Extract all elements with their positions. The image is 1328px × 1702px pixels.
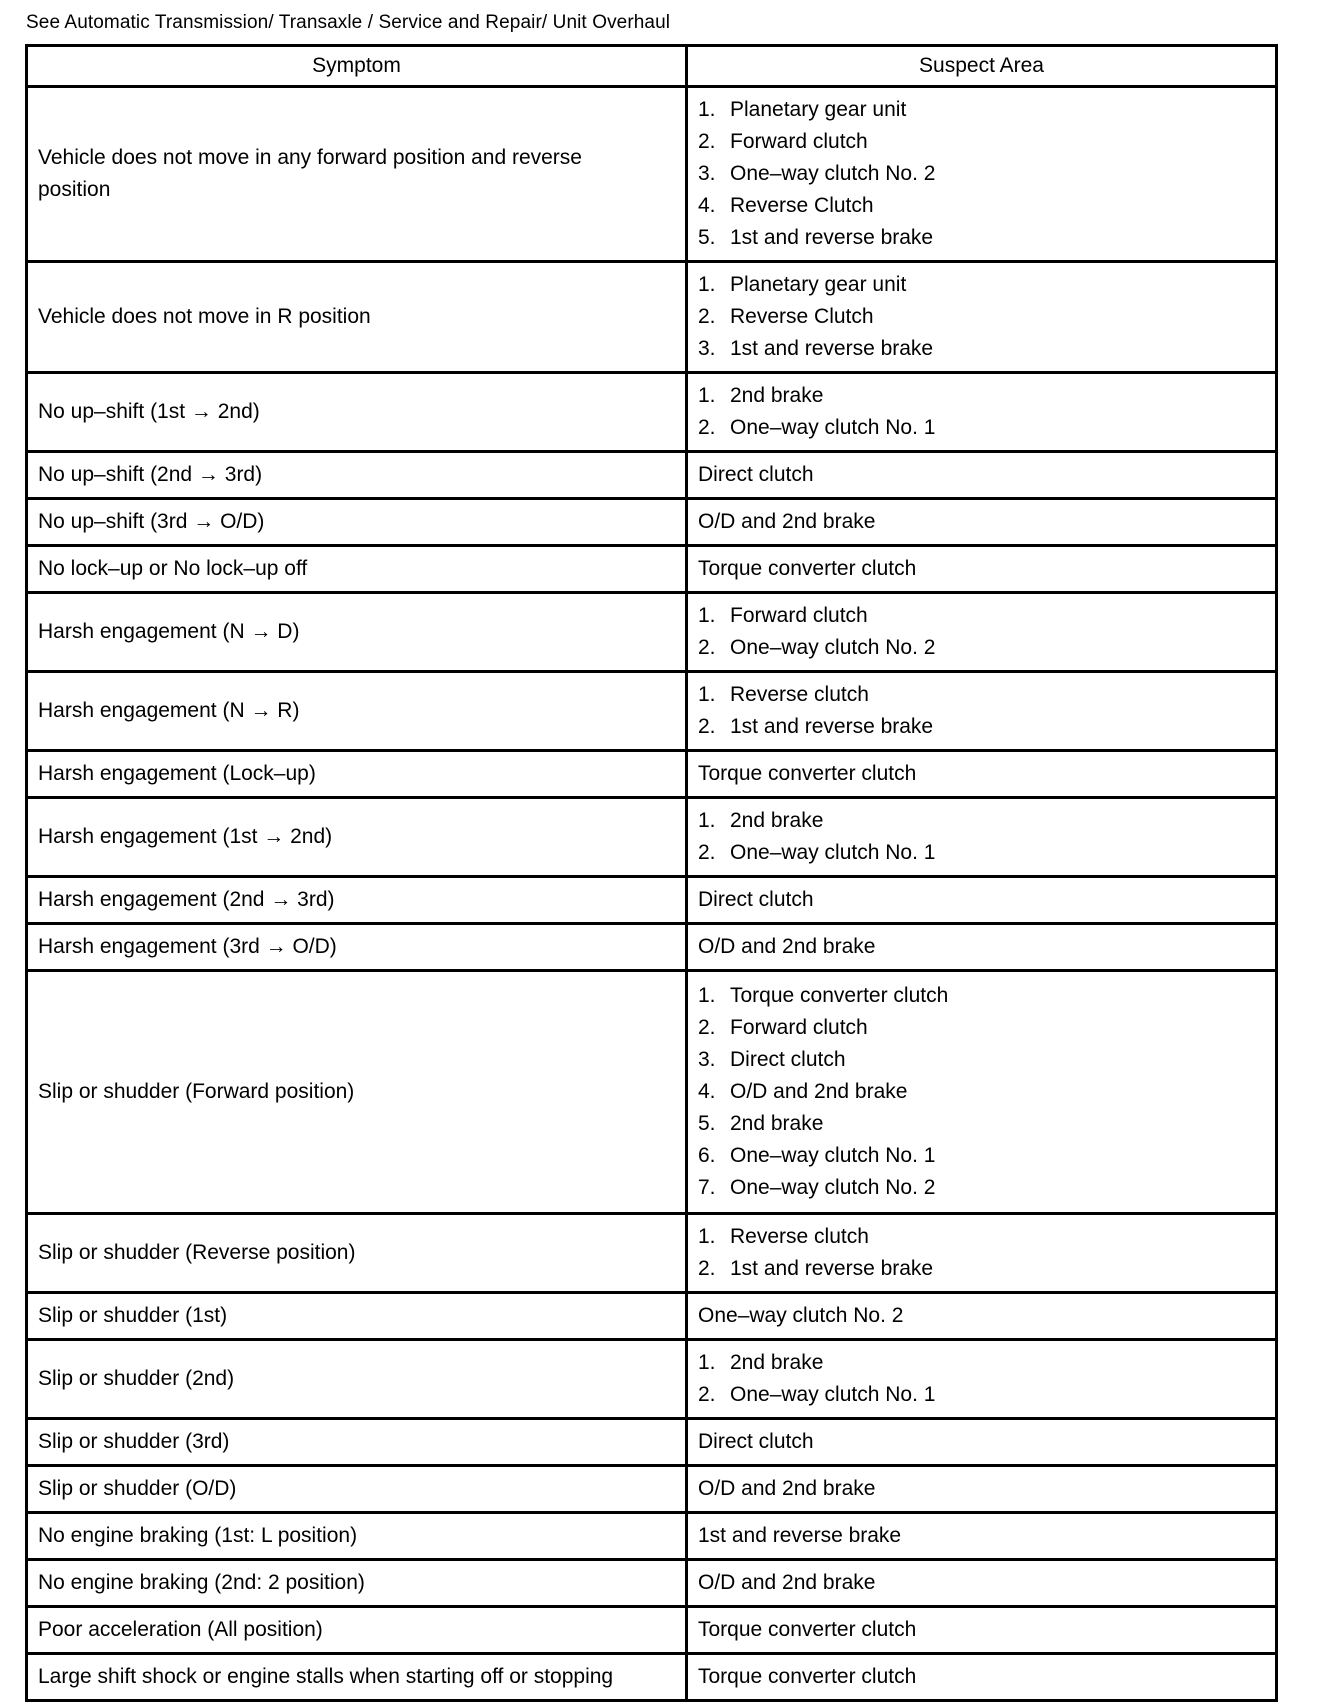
suspect-area-cell	[687, 971, 1277, 1214]
suspect-area-cell: 1st and reverse brake	[687, 1513, 1277, 1560]
suspect-area-list	[698, 805, 1265, 869]
symptom-cell: Slip or shudder (Reverse position)	[27, 1214, 687, 1293]
symptom-cell: No up–shift (3rd → O/D)	[27, 499, 687, 546]
table-row	[27, 672, 1277, 751]
list-item: 2. One–way clutch No. 1	[698, 1383, 936, 1406]
list-item: 1. 2nd brake	[698, 1351, 824, 1374]
list-item: 1. 2nd brake	[698, 384, 824, 407]
list-item: 2. Forward clutch	[698, 130, 868, 153]
table-row	[27, 1466, 1277, 1513]
suspect-area-list	[698, 269, 1265, 365]
table-row	[27, 1340, 1277, 1419]
table-row	[27, 1560, 1277, 1607]
header-symptom: Symptom	[27, 46, 687, 87]
suspect-area-list	[698, 94, 1265, 254]
suspect-area-list	[698, 600, 1265, 664]
list-item: 1. 2nd brake	[698, 809, 824, 832]
symptom-cell: No up–shift (2nd → 3rd)	[27, 452, 687, 499]
list-item: 7. One–way clutch No. 2	[698, 1176, 936, 1199]
list-item: 1. Planetary gear unit	[698, 273, 907, 296]
list-item: 1. Reverse clutch	[698, 1225, 869, 1248]
symptom-cell: Poor acceleration (All position)	[27, 1607, 687, 1654]
suspect-area-cell: Torque converter clutch	[687, 546, 1277, 593]
suspect-area-cell	[687, 1340, 1277, 1419]
suspect-area-list	[698, 679, 1265, 743]
list-item: 1. Planetary gear unit	[698, 98, 907, 121]
suspect-area-cell: One–way clutch No. 2	[687, 1293, 1277, 1340]
suspect-area-cell: O/D and 2nd brake	[687, 924, 1277, 971]
symptom-cell: Large shift shock or engine stalls when starting off or stopping	[27, 1654, 687, 1701]
list-item: 5. 1st and reverse brake	[698, 226, 934, 249]
suspect-area-cell: Torque converter clutch	[687, 751, 1277, 798]
list-item: 1. Forward clutch	[698, 604, 868, 627]
symptom-cell: Slip or shudder (O/D)	[27, 1466, 687, 1513]
symptom-cell: Harsh engagement (N → D)	[27, 593, 687, 672]
suspect-area-cell	[687, 672, 1277, 751]
symptom-cell: Harsh engagement (2nd → 3rd)	[27, 877, 687, 924]
table-row	[27, 87, 1277, 262]
table-row	[27, 924, 1277, 971]
list-item: 6. One–way clutch No. 1	[698, 1144, 936, 1167]
symptom-cell: Vehicle does not move in R position	[27, 262, 687, 373]
list-item: 1. Reverse clutch	[698, 683, 869, 706]
symptom-cell: Slip or shudder (3rd)	[27, 1419, 687, 1466]
table-row	[27, 1513, 1277, 1560]
list-item: 2. One–way clutch No. 1	[698, 416, 936, 439]
table-row	[27, 373, 1277, 452]
suspect-area-cell: Torque converter clutch	[687, 1654, 1277, 1701]
suspect-area-list	[698, 980, 1265, 1204]
table-row	[27, 499, 1277, 546]
suspect-area-cell: Torque converter clutch	[687, 1607, 1277, 1654]
suspect-area-cell: O/D and 2nd brake	[687, 1560, 1277, 1607]
symptom-cell: Vehicle does not move in any forward position and reverse position	[27, 87, 687, 262]
list-item: 5. 2nd brake	[698, 1112, 824, 1135]
suspect-area-list	[698, 380, 1265, 444]
suspect-area-cell	[687, 798, 1277, 877]
list-item: 3. 1st and reverse brake	[698, 337, 934, 360]
suspect-area-cell	[687, 262, 1277, 373]
symptom-cell: No engine braking (2nd: 2 position)	[27, 1560, 687, 1607]
suspect-area-cell: Direct clutch	[687, 452, 1277, 499]
suspect-area-cell: Direct clutch	[687, 1419, 1277, 1466]
table-row	[27, 262, 1277, 373]
table-row	[27, 452, 1277, 499]
symptom-cell: Harsh engagement (1st → 2nd)	[27, 798, 687, 877]
list-item: 2. 1st and reverse brake	[698, 715, 934, 738]
list-item: 3. One–way clutch No. 2	[698, 162, 936, 185]
table-row	[27, 971, 1277, 1214]
list-item: 3. Direct clutch	[698, 1048, 846, 1071]
document-caption: See Automatic Transmission/ Transaxle / Service and Repair/ Unit Overhaul	[26, 12, 671, 33]
table-row	[27, 546, 1277, 593]
suspect-area-cell	[687, 373, 1277, 452]
table-row	[27, 1214, 1277, 1293]
list-item: 2. One–way clutch No. 1	[698, 841, 936, 864]
list-item: 2. Reverse Clutch	[698, 305, 874, 328]
suspect-area-list	[698, 1347, 1265, 1411]
symptom-cell: Slip or shudder (2nd)	[27, 1340, 687, 1419]
symptom-cell: No lock–up or No lock–up off	[27, 546, 687, 593]
symptom-table	[25, 44, 1278, 1702]
table-header-row	[27, 46, 1277, 87]
symptom-cell: Slip or shudder (Forward position)	[27, 971, 687, 1214]
header-suspect-area: Suspect Area	[687, 46, 1277, 87]
list-item: 1. Torque converter clutch	[698, 984, 949, 1007]
symptom-cell: Harsh engagement (N → R)	[27, 672, 687, 751]
table-row	[27, 798, 1277, 877]
suspect-area-cell: O/D and 2nd brake	[687, 1466, 1277, 1513]
list-item: 2. Forward clutch	[698, 1016, 868, 1039]
suspect-area-list	[698, 1221, 1265, 1285]
table-row	[27, 1654, 1277, 1701]
list-item: 4. O/D and 2nd brake	[698, 1080, 908, 1103]
symptom-cell: Harsh engagement (Lock–up)	[27, 751, 687, 798]
symptom-cell: No up–shift (1st → 2nd)	[27, 373, 687, 452]
symptom-cell: No engine braking (1st: L position)	[27, 1513, 687, 1560]
table-row	[27, 1293, 1277, 1340]
symptom-cell: Slip or shudder (1st)	[27, 1293, 687, 1340]
list-item: 2. One–way clutch No. 2	[698, 636, 936, 659]
symptom-cell: Harsh engagement (3rd → O/D)	[27, 924, 687, 971]
list-item: 2. 1st and reverse brake	[698, 1257, 934, 1280]
list-item: 4. Reverse Clutch	[698, 194, 874, 217]
suspect-area-cell: Direct clutch	[687, 877, 1277, 924]
suspect-area-cell	[687, 87, 1277, 262]
table-row	[27, 1419, 1277, 1466]
suspect-area-cell: O/D and 2nd brake	[687, 499, 1277, 546]
table-row	[27, 593, 1277, 672]
suspect-area-cell	[687, 593, 1277, 672]
suspect-area-cell	[687, 1214, 1277, 1293]
table-row	[27, 1607, 1277, 1654]
table-row	[27, 877, 1277, 924]
table-row	[27, 751, 1277, 798]
